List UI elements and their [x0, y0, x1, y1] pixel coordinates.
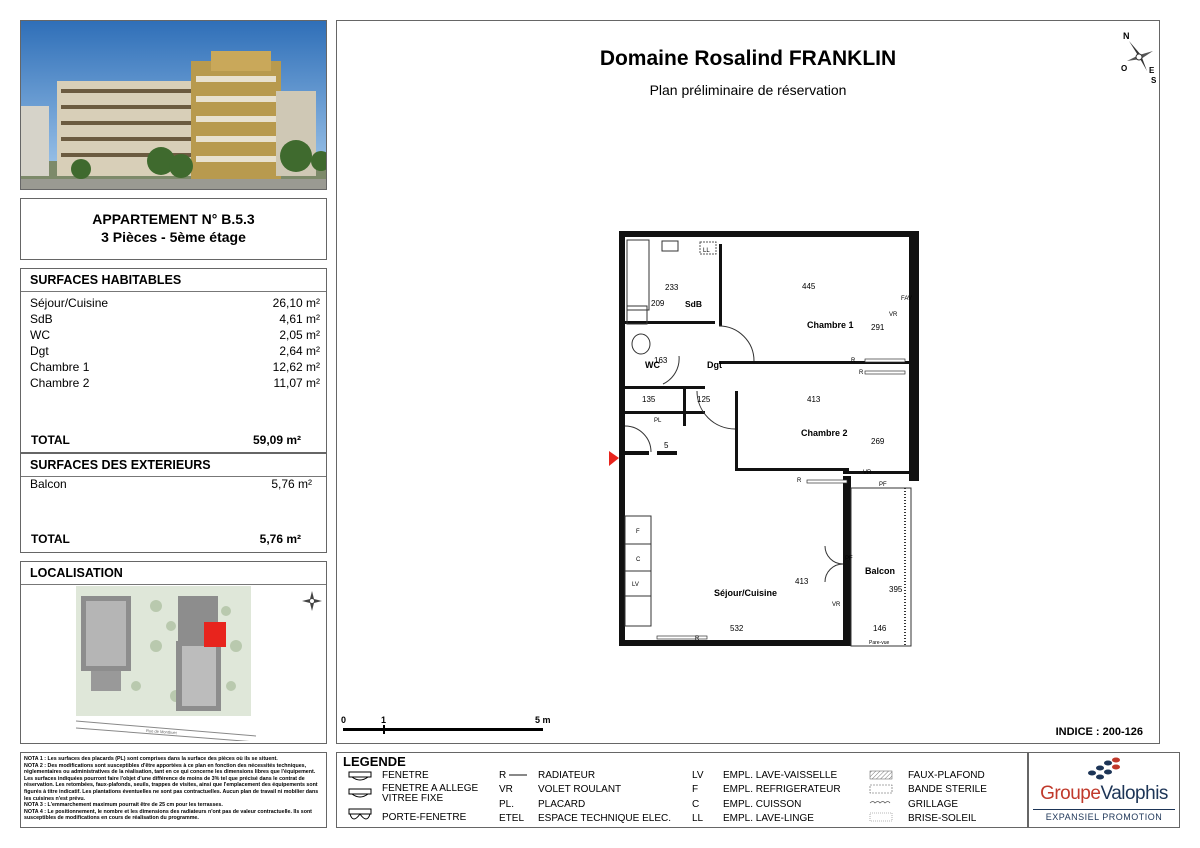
svg-text:FAV: FAV: [901, 296, 912, 302]
legend-bande-sterile: BANDE STERILE: [908, 784, 987, 795]
legend-lave-vaisselle: EMPL. LAVE-VAISSELLE: [723, 770, 838, 781]
svg-text:445: 445: [802, 282, 816, 291]
notes-box: [20, 752, 327, 828]
scale-tick: [383, 725, 385, 734]
svg-text:269: 269: [871, 437, 885, 446]
logo-wordmark: [1029, 783, 1179, 805]
note-2: NOTA 2 : Des modifications sont susceptibles d'être apportées à ce plan en fonction des nécessités techniques, réglementaires ou administratives de la réalisation, tant en ce qui concerne les dimensions libres que l'équipement. Les surfaces indiquées pourront faire l'objet d'une différence de moins de 3% tel que précisé dans le contrat de réservation. Les retombées, faux-plafonds, seuils, trappes de visites, ainsi que l'emplacement des équipements sont figurés à titre indicatif. Les plantations éventuelles ne sont pas contractuelles. Aucun plan de travail ni mobilier dans les cuisines n'est prévu.: [24, 762, 319, 802]
svg-text:125: 125: [697, 395, 711, 404]
svg-text:R: R: [859, 370, 864, 376]
surface-label: Dgt: [30, 344, 49, 358]
logo-tagline: EXPANSIEL PROMOTION: [1045, 812, 1163, 822]
surface-value: 2,05 m²: [279, 328, 320, 342]
legend-lave-linge: EMPL. LAVE-LINGE: [723, 813, 814, 824]
legend-title: LEGENDE: [343, 754, 406, 769]
svg-text:C: C: [636, 557, 641, 563]
legend-code-r: R: [499, 770, 507, 781]
note-1: NOTA 1 : Les surfaces des placards (PL) sont comprises dans la surface des pièces où ils se situent.: [24, 756, 278, 762]
svg-text:O: O: [1121, 64, 1128, 73]
svg-text:163: 163: [654, 356, 668, 365]
svg-text:5: 5: [664, 441, 669, 450]
localisation-title: LOCALISATION: [21, 562, 326, 585]
svg-text:Séjour/Cuisine: Séjour/Cuisine: [714, 588, 778, 598]
legend-volet-roulant: VOLET ROULANT: [538, 784, 622, 795]
surface-value: 12,62 m²: [272, 360, 320, 374]
logo-word-valophis: Valophis: [1100, 783, 1168, 804]
scale-five: 5 m: [535, 715, 551, 725]
svg-text:VR: VR: [832, 602, 841, 608]
svg-text:532: 532: [730, 624, 744, 633]
legend-refrigerateur: EMPL. REFRIGERATEUR: [723, 784, 841, 795]
legend-code-etel: ETEL: [499, 813, 525, 824]
legend-code-ll: LL: [692, 813, 704, 824]
svg-text:R: R: [695, 636, 700, 642]
total-value: 5,76 m²: [259, 532, 301, 546]
legend-code-pl: PL.: [499, 799, 515, 810]
surface-value: 2,64 m²: [279, 344, 320, 358]
legend-cuisson: EMPL. CUISSON: [723, 799, 802, 810]
building-photo: [20, 20, 327, 190]
svg-text:Dgt: Dgt: [707, 360, 722, 370]
surfaces-exterieurs-panel: [20, 453, 327, 553]
floor-plan: [607, 226, 927, 656]
surface-label: Balcon: [30, 477, 67, 491]
surface-row: [30, 328, 320, 342]
surface-label: WC: [30, 328, 50, 342]
note-3: NOTA 3 : L'emmarchement maximum pourrait être de 25 cm pour les terrasses.: [24, 802, 223, 809]
surface-row: [30, 477, 320, 491]
legend-radiateur: RADIATEUR: [538, 770, 596, 781]
radiator-symbol: [509, 774, 527, 776]
scale-one: 1: [381, 715, 387, 725]
street-label: Rue de Montbuet: [145, 728, 177, 736]
svg-text:146: 146: [873, 624, 887, 633]
scale-zero: 0: [341, 715, 347, 725]
svg-text:VR: VR: [863, 470, 872, 476]
legend-faux-plafond: FAUX-PLAFOND: [908, 770, 985, 781]
legend-code-lv: LV: [692, 770, 704, 781]
surface-row: [30, 376, 320, 390]
svg-text:395: 395: [889, 585, 903, 594]
surfaces-habitables-title: SURFACES HABITABLES: [21, 269, 326, 292]
total-label: TOTAL: [31, 532, 70, 546]
legend-placard: PLACARD: [538, 799, 586, 810]
svg-text:F: F: [636, 529, 640, 535]
project-subtitle: Plan préliminaire de réservation: [649, 82, 847, 98]
logo-divider: [1033, 809, 1175, 810]
svg-text:LL: LL: [703, 248, 710, 254]
surfaces-habitables-panel: [20, 268, 327, 453]
window-symbols: [347, 769, 377, 827]
legend-code-f: F: [692, 784, 699, 795]
surface-value: 4,61 m²: [279, 312, 320, 326]
surface-label: SdB: [30, 312, 53, 326]
logo-word-groupe: Groupe: [1040, 783, 1101, 804]
logo-dots-icon: [1084, 757, 1124, 781]
indice-label: INDICE : 200-126: [1055, 726, 1143, 738]
legend-porte-fenetre: PORTE-FENETRE: [382, 812, 467, 823]
surface-row: [30, 360, 320, 374]
apartment-title-box: [20, 198, 327, 260]
svg-text:VR: VR: [889, 312, 898, 318]
compass-rose-icon: [301, 590, 323, 612]
legend-code-vr: VR: [499, 784, 513, 795]
total-label: TOTAL: [31, 433, 70, 447]
localisation-panel: [20, 561, 327, 744]
svg-text:PF: PF: [845, 556, 853, 562]
svg-text:135: 135: [642, 395, 656, 404]
surface-value: 11,07 m²: [273, 376, 320, 390]
surface-label: Séjour/Cuisine: [30, 296, 109, 310]
legend-code-c: C: [692, 799, 700, 810]
apartment-type: 3 Pièces - 5ème étage: [101, 229, 246, 245]
svg-text:291: 291: [871, 323, 885, 332]
surface-value: 26,10 m²: [272, 296, 320, 310]
svg-text:Chambre 2: Chambre 2: [801, 428, 848, 438]
surface-label: Chambre 2: [30, 376, 90, 390]
svg-text:PF: PF: [879, 482, 887, 488]
compass-icon: [1121, 27, 1159, 85]
svg-text:209: 209: [651, 299, 665, 308]
legend-espace-technique: ESPACE TECHNIQUE ELEC.: [538, 813, 671, 824]
hatch-symbols: [869, 769, 895, 827]
svg-text:N: N: [1123, 31, 1130, 41]
svg-text:Pare-vue: Pare-vue: [869, 640, 890, 646]
svg-text:Chambre 1: Chambre 1: [807, 320, 854, 330]
svg-text:Balcon: Balcon: [865, 566, 896, 576]
svg-text:S: S: [1151, 76, 1157, 85]
legend-fenetre-allege: FENETRE A ALLEGE VITREE FIXE: [382, 783, 479, 804]
plan-panel: [336, 20, 1160, 744]
apartment-number: APPARTEMENT N° B.5.3: [92, 211, 255, 227]
surface-row: [30, 296, 320, 310]
total-value: 59,09 m²: [252, 433, 301, 447]
apartment-location-highlight: [204, 622, 226, 647]
legend-panel: [336, 752, 1028, 828]
svg-text:E: E: [1149, 66, 1155, 75]
site-plan: [76, 586, 276, 741]
surface-label: Chambre 1: [30, 360, 90, 374]
svg-text:R: R: [797, 478, 802, 484]
legend-fenetre: FENETRE: [382, 770, 429, 781]
project-title: Domaine Rosalind FRANKLIN: [599, 47, 897, 70]
svg-text:413: 413: [795, 577, 809, 586]
svg-text:413: 413: [807, 395, 821, 404]
surface-row: [30, 312, 320, 326]
surface-value: 5,76 m²: [271, 477, 312, 491]
surface-total-row: [31, 532, 301, 546]
scale-bar: [343, 728, 543, 731]
svg-text:R: R: [851, 358, 856, 364]
legend-brise-soleil: BRISE-SOLEIL: [908, 813, 977, 824]
legend-grillage: GRILLAGE: [908, 799, 959, 810]
svg-text:WC: WC: [645, 360, 660, 370]
svg-text:SdB: SdB: [685, 299, 702, 309]
surface-total-row: [31, 433, 301, 447]
svg-text:PL: PL: [654, 418, 662, 424]
svg-text:LV: LV: [632, 582, 639, 588]
surface-row: [30, 344, 320, 358]
groupe-valophis-logo: [1028, 752, 1180, 828]
note-4: NOTA 4 : Le positionnement, le nombre et les dimensions des radiateurs n'ont pas de valeur contractuelle. Ils sont susceptibles de modifications en cours de réalisation du programme.: [24, 808, 312, 822]
svg-text:233: 233: [665, 283, 679, 292]
surfaces-exterieurs-title: SURFACES DES EXTERIEURS: [21, 454, 326, 477]
